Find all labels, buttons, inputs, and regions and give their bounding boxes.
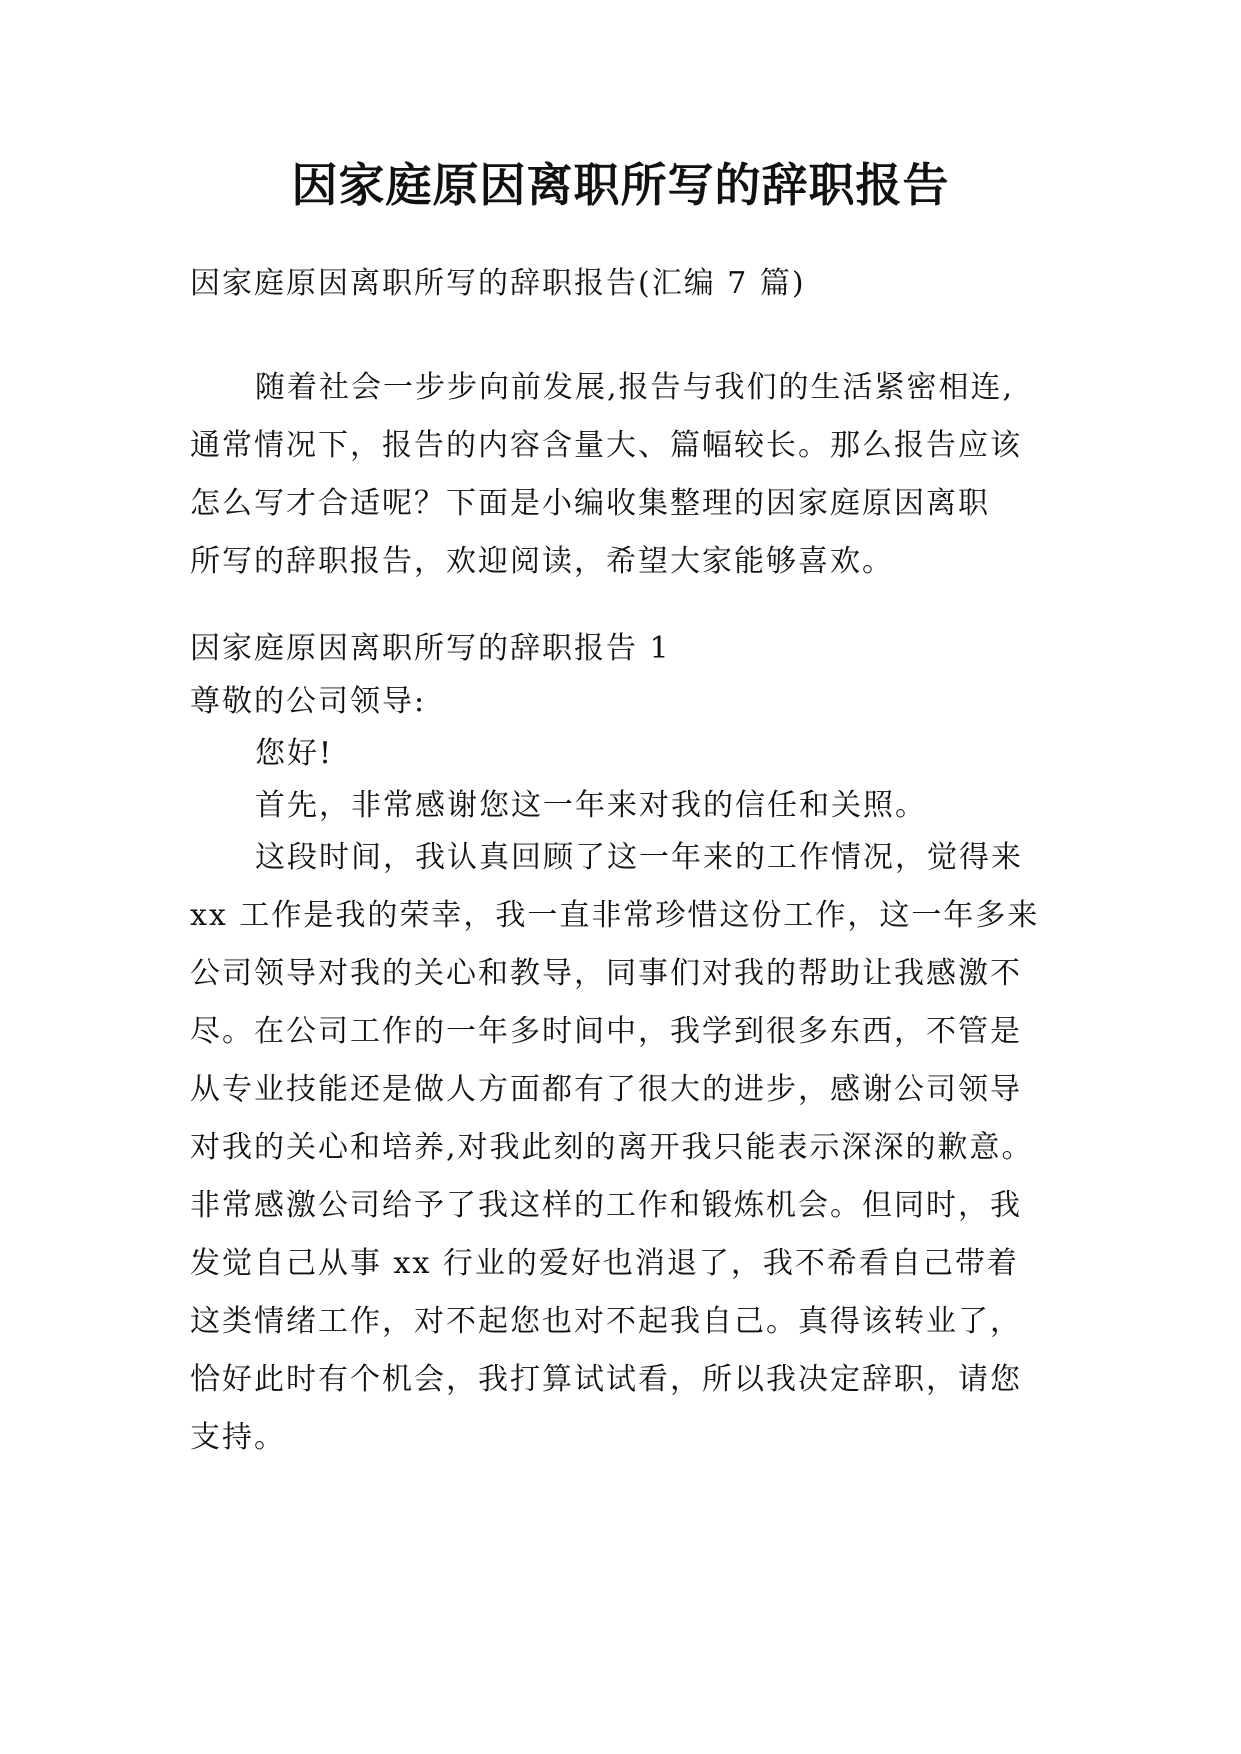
document-subtitle: 因家庭原因离职所写的辞职报告(汇编 7 篇) bbox=[190, 266, 806, 301]
body-line: 尽。在公司工作的一年多时间中，我学到很多东西，不管是 bbox=[190, 1014, 1022, 1049]
paragraph-thanks: 首先，非常感谢您这一年来对我的信任和关照。 bbox=[255, 788, 927, 823]
intro-paragraph bbox=[190, 359, 1070, 591]
document-title: 因家庭原因离职所写的辞职报告 bbox=[291, 158, 950, 212]
intro-line: 随着社会一步步向前发展,报告与我们的生活紧密相连, bbox=[255, 370, 1015, 405]
greeting: 您好! bbox=[255, 736, 334, 771]
section-heading: 因家庭原因离职所写的辞职报告 1 bbox=[190, 631, 671, 666]
body-line: xx 工作是我的荣幸，我一直非常珍惜这份工作，这一年多来 bbox=[190, 898, 1040, 933]
body-line: 这段时间，我认真回顾了这一年来的工作情况，觉得来 bbox=[255, 840, 1023, 875]
salutation: 尊敬的公司领导: bbox=[190, 684, 427, 719]
intro-line: 通常情况下，报告的内容含量大、篇幅较长。那么报告应该 bbox=[190, 428, 1022, 463]
body-line: 这类情绪工作，对不起您也对不起我自己。真得该转业了， bbox=[190, 1304, 1022, 1339]
paragraph-body bbox=[190, 829, 1070, 1467]
body-line: 非常感激公司给予了我这样的工作和锻炼机会。但同时，我 bbox=[190, 1188, 1022, 1223]
body-line: 公司领导对我的关心和教导，同事们对我的帮助让我感激不 bbox=[190, 956, 1022, 991]
intro-line: 怎么写才合适呢？下面是小编收集整理的因家庭原因离职 bbox=[190, 486, 990, 521]
body-line: 对我的关心和培养,对我此刻的离开我只能表示深深的歉意。 bbox=[190, 1130, 1034, 1165]
body-line: 发觉自己从事 xx 行业的爱好也消退了，我不希看自己带着 bbox=[190, 1246, 1019, 1281]
body-line: 恰好此时有个机会，我打算试试看，所以我决定辞职，请您 bbox=[190, 1362, 1022, 1397]
body-line: 从专业技能还是做人方面都有了很大的进步，感谢公司领导 bbox=[190, 1072, 1022, 1107]
body-line: 支持。 bbox=[190, 1420, 286, 1455]
intro-line: 所写的辞职报告，欢迎阅读，希望大家能够喜欢。 bbox=[190, 544, 894, 579]
